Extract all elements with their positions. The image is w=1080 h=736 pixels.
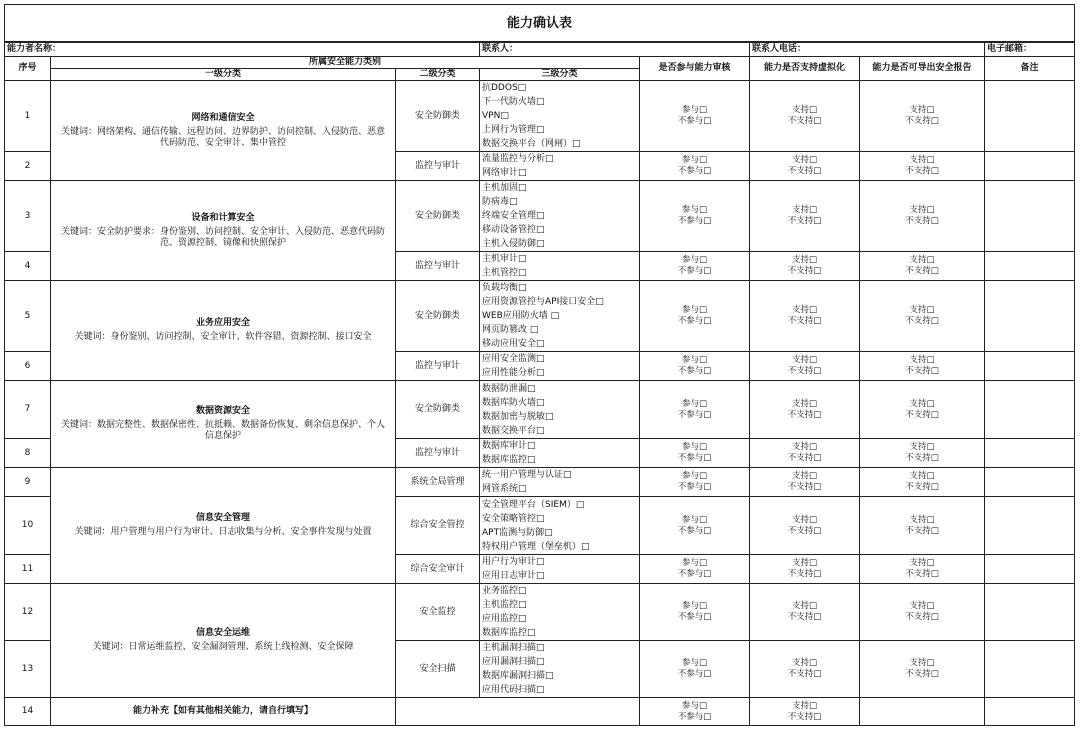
level3-checkbox-item[interactable]: 网络审计□ bbox=[482, 168, 527, 178]
level2-category: 监控与审计 bbox=[396, 252, 480, 281]
category-title: 数据资源安全 bbox=[195, 406, 250, 416]
table-row bbox=[5, 281, 1075, 352]
level3-list bbox=[480, 381, 640, 439]
level3-checkbox-item[interactable]: 应用安全监测□ bbox=[482, 354, 545, 364]
option-participate[interactable]: 参与□ bbox=[681, 514, 708, 525]
supplement-label: 能力补充【如有其他相关能力，请自行填写】 bbox=[51, 698, 396, 726]
level3-checkbox-item[interactable]: 应用性能分析□ bbox=[482, 368, 545, 378]
report-options bbox=[860, 698, 985, 726]
option-not_participate[interactable]: 不参与□ bbox=[677, 711, 712, 722]
level2-category: 监控与审计 bbox=[396, 439, 480, 468]
option-participate[interactable]: 参与□ bbox=[681, 105, 708, 115]
level3-checkbox-item[interactable]: 移动应用安全□ bbox=[482, 339, 545, 349]
level3-checkbox-item[interactable]: 主机入侵防御□ bbox=[482, 239, 545, 249]
virtual-options bbox=[750, 381, 860, 439]
option-support[interactable]: 支持□ bbox=[791, 205, 818, 215]
virtual-options bbox=[750, 439, 860, 468]
review-options bbox=[640, 555, 750, 584]
option-support[interactable]: 支持□ bbox=[909, 442, 935, 452]
category-keywords: 关键词：安全防护要求：身份鉴别、访问控制、安全审计、入侵防范、恶意代码防范、资源控制、镜像和快照保护 bbox=[60, 226, 385, 248]
level2-category: 系统全局管理 bbox=[396, 468, 480, 497]
row-seq: 14 bbox=[5, 698, 51, 726]
option-not_participate[interactable]: 不参与□ bbox=[677, 569, 712, 579]
level3-checkbox-item[interactable]: 应用监控□ bbox=[482, 614, 527, 624]
option-not_participate[interactable]: 不参与□ bbox=[677, 366, 712, 376]
level3-checkbox-item[interactable]: 主机加固□ bbox=[482, 183, 527, 193]
level1-category bbox=[51, 468, 396, 584]
header-category-group: 所属安全能力类别 bbox=[51, 57, 640, 69]
option-support[interactable]: 支持□ bbox=[791, 558, 818, 568]
level3-checkbox-item[interactable]: 上网行为管理□ bbox=[482, 125, 545, 135]
virtual-options bbox=[750, 352, 860, 381]
table-row bbox=[5, 181, 1075, 252]
option-not_support[interactable]: 不支持□ bbox=[905, 366, 939, 376]
table-row bbox=[5, 698, 1075, 726]
contact-field[interactable]: 联系人： bbox=[480, 42, 750, 57]
option-not_support[interactable]: 不支持□ bbox=[905, 316, 939, 326]
review-options bbox=[640, 181, 750, 252]
level3-list bbox=[480, 555, 640, 584]
remark-cell[interactable] bbox=[985, 698, 1075, 726]
option-not_participate[interactable]: 不参与□ bbox=[677, 612, 712, 622]
level3-checkbox-item[interactable]: 特权用户管理（堡垒机）□ bbox=[482, 541, 590, 552]
level3-checkbox-item[interactable]: 下一代防火墙□ bbox=[482, 97, 545, 107]
option-not_support[interactable]: 不支持□ bbox=[787, 482, 822, 492]
level3-checkbox-item[interactable]: 终端安全管理□ bbox=[482, 211, 545, 221]
row-seq: 7 bbox=[5, 381, 51, 439]
report-options bbox=[860, 252, 985, 281]
report-options bbox=[860, 352, 985, 381]
level3-checkbox-item[interactable]: VPN□ bbox=[482, 111, 509, 121]
option-support[interactable]: 支持□ bbox=[791, 105, 818, 115]
option-not_participate[interactable]: 不参与□ bbox=[677, 409, 712, 420]
option-support[interactable]: 支持□ bbox=[791, 355, 818, 365]
supplement-input[interactable] bbox=[396, 698, 640, 726]
category-keywords: 关键词：用户管理与用户行为审计、日志收集与分析、安全事件发现与处置 bbox=[74, 527, 372, 537]
option-not_support[interactable]: 不支持□ bbox=[905, 409, 939, 420]
report-options bbox=[860, 81, 985, 152]
report-options bbox=[860, 281, 985, 352]
level3-list bbox=[480, 468, 640, 497]
option-participate[interactable]: 参与□ bbox=[681, 601, 708, 611]
virtual-options bbox=[750, 641, 860, 698]
table-row bbox=[5, 468, 1075, 497]
option-not_support[interactable]: 不支持□ bbox=[787, 525, 822, 536]
remark-cell[interactable] bbox=[985, 381, 1075, 439]
option-not_support[interactable]: 不支持□ bbox=[905, 453, 939, 463]
report-options bbox=[860, 152, 985, 181]
option-participate[interactable]: 参与□ bbox=[681, 205, 708, 215]
remark-cell[interactable] bbox=[985, 641, 1075, 698]
option-not_support[interactable]: 不支持□ bbox=[787, 409, 822, 420]
option-participate[interactable]: 参与□ bbox=[681, 255, 708, 265]
level3-checkbox-item[interactable]: WEB应用防火墙 □ bbox=[482, 311, 560, 321]
level3-checkbox-item[interactable]: 数据库监控□ bbox=[482, 628, 536, 638]
row-seq: 11 bbox=[5, 555, 51, 584]
level3-checkbox-item[interactable]: 数据加密与脱敏□ bbox=[482, 411, 554, 422]
level2-category: 安全监控 bbox=[396, 584, 480, 641]
level3-checkbox-item[interactable]: 防病毒□ bbox=[482, 197, 518, 207]
level3-checkbox-item[interactable]: 应用资源管控与API接口安全□ bbox=[482, 297, 604, 307]
option-not_participate[interactable]: 不参与□ bbox=[677, 116, 712, 126]
option-not_support[interactable]: 不支持□ bbox=[787, 669, 822, 679]
report-options bbox=[860, 439, 985, 468]
option-not_support[interactable]: 不支持□ bbox=[787, 569, 822, 579]
level2-category: 安全防御类 bbox=[396, 281, 480, 352]
virtual-options bbox=[750, 152, 860, 181]
review-options bbox=[640, 698, 750, 726]
review-options bbox=[640, 641, 750, 698]
category-keywords: 关键词：网络架构、通信传输、远程访问、边界防护、访问控制、入侵防范、恶意代码防范、安全审计、集中管控 bbox=[60, 126, 385, 148]
option-support[interactable]: 支持□ bbox=[791, 398, 818, 409]
option-not_participate[interactable]: 不参与□ bbox=[677, 669, 712, 679]
row-seq: 4 bbox=[5, 252, 51, 281]
level2-category: 综合安全管控 bbox=[396, 497, 480, 555]
option-not_support[interactable]: 不支持□ bbox=[905, 482, 939, 492]
table-row bbox=[5, 584, 1075, 641]
option-support[interactable]: 支持□ bbox=[791, 471, 818, 481]
level3-checkbox-item[interactable]: 安全策略管控□ bbox=[482, 513, 545, 524]
capability-confirmation-table bbox=[4, 4, 1075, 726]
option-participate[interactable]: 参与□ bbox=[681, 305, 708, 315]
level3-checkbox-item[interactable]: 抗DDOS□ bbox=[482, 83, 527, 93]
review-options bbox=[640, 152, 750, 181]
level3-checkbox-item[interactable]: 数据防泄漏□ bbox=[482, 383, 536, 394]
option-participate[interactable]: 参与□ bbox=[681, 155, 708, 165]
level3-checkbox-item[interactable]: 主机监控□ bbox=[482, 600, 527, 610]
level3-list bbox=[480, 352, 640, 381]
virtual-options bbox=[750, 555, 860, 584]
row-seq: 10 bbox=[5, 497, 51, 555]
virtual-options bbox=[750, 281, 860, 352]
option-not_support[interactable]: 不支持□ bbox=[787, 116, 822, 126]
level2-category: 安全防御类 bbox=[396, 381, 480, 439]
report-options bbox=[860, 381, 985, 439]
level3-checkbox-item[interactable]: 负载均衡□ bbox=[482, 283, 527, 293]
option-not_support[interactable]: 不支持□ bbox=[787, 316, 822, 326]
option-not_support[interactable]: 不支持□ bbox=[905, 216, 939, 226]
level3-list bbox=[480, 281, 640, 352]
level3-checkbox-item[interactable]: 业务监控□ bbox=[482, 586, 527, 596]
level3-list bbox=[480, 641, 640, 698]
header-virtual: 能力是否支持虚拟化 bbox=[750, 57, 860, 81]
option-not_support[interactable]: 不支持□ bbox=[787, 366, 822, 376]
row-seq: 1 bbox=[5, 81, 51, 152]
option-not_participate[interactable]: 不参与□ bbox=[677, 453, 712, 463]
option-support[interactable]: 支持□ bbox=[909, 601, 935, 611]
header-level2: 二级分类 bbox=[396, 69, 480, 81]
level2-category: 安全防御类 bbox=[396, 81, 480, 152]
option-support[interactable]: 支持□ bbox=[791, 305, 818, 315]
level3-checkbox-item[interactable]: 数据库监控□ bbox=[482, 455, 536, 465]
level3-checkbox-item[interactable]: 用户行为审计□ bbox=[482, 557, 545, 567]
level3-list bbox=[480, 181, 640, 252]
level3-checkbox-item[interactable]: 应用日志审计□ bbox=[482, 571, 545, 581]
category-keywords: 关键词：数据完整性、数据保密性、抗抵赖、数据备份恢复、剩余信息保护、个人信息保护 bbox=[60, 420, 385, 441]
level2-category: 安全扫描 bbox=[396, 641, 480, 698]
review-options bbox=[640, 584, 750, 641]
email-field[interactable]: 电子邮箱： bbox=[985, 42, 1075, 57]
option-not_support[interactable]: 不支持□ bbox=[905, 166, 939, 176]
option-participate[interactable]: 参与□ bbox=[681, 558, 708, 568]
report-options bbox=[860, 468, 985, 497]
option-support[interactable]: 支持□ bbox=[791, 255, 818, 265]
remark-cell[interactable] bbox=[985, 152, 1075, 181]
report-options bbox=[860, 555, 985, 584]
option-not_support[interactable]: 不支持□ bbox=[787, 453, 822, 463]
level3-checkbox-item[interactable]: 主机管控□ bbox=[482, 268, 527, 278]
level3-checkbox-item[interactable]: 移动设备管控□ bbox=[482, 225, 545, 235]
level3-checkbox-item[interactable]: 数据库审计□ bbox=[482, 441, 536, 451]
level3-checkbox-item[interactable]: 应用代码扫描□ bbox=[482, 685, 545, 695]
header-remark: 备注 bbox=[985, 57, 1075, 81]
row-seq: 8 bbox=[5, 439, 51, 468]
option-support[interactable]: 支持□ bbox=[791, 442, 818, 452]
level3-list bbox=[480, 439, 640, 468]
remark-cell[interactable] bbox=[985, 439, 1075, 468]
option-support[interactable]: 支持□ bbox=[909, 305, 935, 315]
category-title: 信息安全管理 bbox=[195, 513, 250, 523]
option-participate[interactable]: 参与□ bbox=[681, 700, 708, 711]
header-seq: 序号 bbox=[5, 57, 51, 81]
option-not_support[interactable]: 不支持□ bbox=[905, 525, 939, 536]
option-support[interactable]: 支持□ bbox=[909, 105, 935, 115]
level1-category bbox=[51, 181, 396, 281]
level3-checkbox-item[interactable]: 网管系统□ bbox=[482, 484, 527, 494]
option-not_support[interactable]: 不支持□ bbox=[787, 711, 822, 722]
level3-list bbox=[480, 497, 640, 555]
option-not_support[interactable]: 不支持□ bbox=[787, 166, 822, 176]
option-support[interactable]: 支持□ bbox=[791, 601, 818, 611]
level3-checkbox-item[interactable]: 网页防篡改 □ bbox=[482, 325, 539, 335]
remark-cell[interactable] bbox=[985, 81, 1075, 152]
remark-cell[interactable] bbox=[985, 252, 1075, 281]
review-options bbox=[640, 352, 750, 381]
header-report: 能力是否可导出安全报告 bbox=[860, 57, 985, 81]
level1-category bbox=[51, 281, 396, 381]
review-options bbox=[640, 439, 750, 468]
level3-checkbox-item[interactable]: 流量监控与分析□ bbox=[482, 154, 554, 164]
review-options bbox=[640, 81, 750, 152]
review-options bbox=[640, 252, 750, 281]
option-not_participate[interactable]: 不参与□ bbox=[677, 525, 712, 536]
level3-checkbox-item[interactable]: 主机漏洞扫描□ bbox=[482, 643, 545, 653]
review-options bbox=[640, 281, 750, 352]
level2-category: 监控与审计 bbox=[396, 152, 480, 181]
option-support[interactable]: 支持□ bbox=[909, 255, 935, 265]
remark-cell[interactable] bbox=[985, 497, 1075, 555]
virtual-options bbox=[750, 181, 860, 252]
virtual-options bbox=[750, 252, 860, 281]
level2-category: 综合安全审计 bbox=[396, 555, 480, 584]
remark-cell[interactable] bbox=[985, 281, 1075, 352]
option-not_support[interactable]: 不支持□ bbox=[787, 612, 822, 622]
remark-cell[interactable] bbox=[985, 352, 1075, 381]
page-title: 能力确认表 bbox=[5, 5, 1075, 43]
option-participate[interactable]: 参与□ bbox=[681, 658, 708, 668]
level3-list bbox=[480, 252, 640, 281]
virtual-options bbox=[750, 81, 860, 152]
category-title: 信息安全运维 bbox=[195, 628, 250, 638]
table-row bbox=[5, 81, 1075, 152]
row-seq: 12 bbox=[5, 584, 51, 641]
level3-list bbox=[480, 584, 640, 641]
row-seq: 6 bbox=[5, 352, 51, 381]
review-options bbox=[640, 381, 750, 439]
level3-checkbox-item[interactable]: 安全管理平台（SIEM）□ bbox=[482, 499, 585, 510]
review-options bbox=[640, 468, 750, 497]
option-not_support[interactable]: 不支持□ bbox=[905, 569, 939, 579]
row-seq: 13 bbox=[5, 641, 51, 698]
level3-checkbox-item[interactable]: APT监测与防御□ bbox=[482, 527, 553, 538]
option-not_participate[interactable]: 不参与□ bbox=[677, 266, 712, 276]
remark-cell[interactable] bbox=[985, 468, 1075, 497]
virtual-options bbox=[750, 468, 860, 497]
phone-field[interactable]: 联系人电话： bbox=[750, 42, 985, 57]
category-title: 网络和通信安全 bbox=[191, 112, 255, 123]
level3-list bbox=[480, 81, 640, 152]
report-options bbox=[860, 641, 985, 698]
option-not_participate[interactable]: 不参与□ bbox=[677, 482, 712, 492]
row-seq: 5 bbox=[5, 281, 51, 352]
option-support[interactable]: 支持□ bbox=[909, 558, 935, 568]
remark-cell[interactable] bbox=[985, 555, 1075, 584]
report-options bbox=[860, 497, 985, 555]
remark-cell[interactable] bbox=[985, 181, 1075, 252]
level3-checkbox-item[interactable]: 应用漏洞扫描□ bbox=[482, 657, 545, 667]
option-participate[interactable]: 参与□ bbox=[681, 355, 708, 365]
review-options bbox=[640, 497, 750, 555]
level3-checkbox-item[interactable]: 数据库漏洞扫描□ bbox=[482, 671, 554, 681]
level1-category bbox=[51, 584, 396, 698]
level3-list bbox=[480, 152, 640, 181]
category-keywords: 关键词：身份鉴别、访问控制、安全审计、软件容错、资源控制、接口安全 bbox=[74, 332, 372, 342]
option-support[interactable]: 支持□ bbox=[909, 514, 935, 525]
option-not_support[interactable]: 不支持□ bbox=[905, 612, 939, 622]
header-level3: 三级分类 bbox=[480, 69, 640, 81]
table-row bbox=[5, 381, 1075, 439]
option-support[interactable]: 支持□ bbox=[909, 471, 935, 481]
level3-checkbox-item[interactable]: 主机审计□ bbox=[482, 254, 527, 264]
row-seq: 2 bbox=[5, 152, 51, 181]
level2-category: 监控与审计 bbox=[396, 352, 480, 381]
level3-checkbox-item[interactable]: 数据交换平台□ bbox=[482, 425, 545, 436]
option-not_participate[interactable]: 不参与□ bbox=[677, 166, 712, 176]
provider-name-field[interactable]: 能力者名称： bbox=[5, 42, 480, 57]
virtual-options bbox=[750, 497, 860, 555]
option-support[interactable]: 支持□ bbox=[909, 658, 935, 668]
option-participate[interactable]: 参与□ bbox=[681, 471, 708, 481]
level1-category bbox=[51, 81, 396, 181]
row-seq: 3 bbox=[5, 181, 51, 252]
option-participate[interactable]: 参与□ bbox=[681, 442, 708, 452]
level1-category bbox=[51, 381, 396, 468]
virtual-options bbox=[750, 584, 860, 641]
level3-checkbox-item[interactable]: 统一用户管理与认证□ bbox=[482, 470, 572, 480]
header-review: 是否参与能力审核 bbox=[640, 57, 750, 81]
level3-checkbox-item[interactable]: 数据交换平台（网闸）□ bbox=[482, 139, 581, 149]
option-support[interactable]: 支持□ bbox=[909, 398, 935, 409]
option-participate[interactable]: 参与□ bbox=[681, 398, 708, 409]
option-support[interactable]: 支持□ bbox=[791, 658, 818, 668]
report-options bbox=[860, 181, 985, 252]
option-not_support[interactable]: 不支持□ bbox=[905, 669, 939, 679]
report-options bbox=[860, 584, 985, 641]
row-seq: 9 bbox=[5, 468, 51, 497]
option-not_participate[interactable]: 不参与□ bbox=[677, 316, 712, 326]
remark-cell[interactable] bbox=[985, 584, 1075, 641]
option-support[interactable]: 支持□ bbox=[909, 355, 935, 365]
option-support[interactable]: 支持□ bbox=[791, 514, 818, 525]
option-not_support[interactable]: 不支持□ bbox=[905, 266, 939, 276]
option-support[interactable]: 支持□ bbox=[909, 205, 935, 215]
category-keywords: 关键词：日常运维监控、安全漏洞管理、系统上线检测、安全保障 bbox=[92, 642, 354, 652]
header-level1: 一级分类 bbox=[51, 69, 396, 81]
option-support[interactable]: 支持□ bbox=[909, 155, 935, 165]
option-support[interactable]: 支持□ bbox=[791, 155, 818, 165]
virtual-options bbox=[750, 698, 860, 726]
level3-checkbox-item[interactable]: 数据库防火墙□ bbox=[482, 397, 545, 408]
level2-category: 安全防御类 bbox=[396, 181, 480, 252]
option-not_support[interactable]: 不支持□ bbox=[787, 266, 822, 276]
option-support[interactable]: 支持□ bbox=[791, 700, 818, 711]
option-not_support[interactable]: 不支持□ bbox=[787, 216, 822, 226]
category-title: 设备和计算安全 bbox=[191, 212, 255, 223]
option-not_participate[interactable]: 不参与□ bbox=[677, 216, 712, 226]
category-title: 业务应用安全 bbox=[195, 318, 250, 328]
option-not_support[interactable]: 不支持□ bbox=[905, 116, 939, 126]
